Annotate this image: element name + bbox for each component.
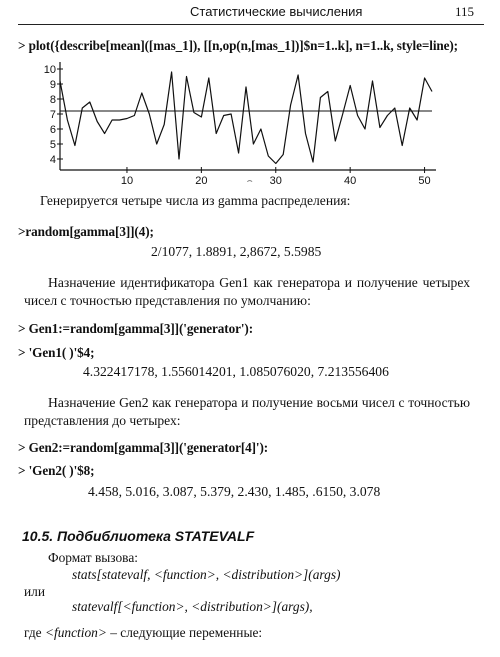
mean-line-chart	[28, 58, 448, 188]
y-tick-label: 9	[49, 79, 56, 91]
format-line-2: statevalf[<function>, <distribution>](args),	[72, 599, 313, 614]
x-tick-label: 20	[195, 175, 208, 187]
output-random: 2/1077, 1.8891, 2,8672, 5.5985	[151, 244, 322, 259]
x-tick-label: 30	[269, 175, 282, 187]
paragraph-gamma: Генерируется четыре числа из gamma распределения:	[40, 193, 351, 208]
paragraph-gen1: Назначение идентификатора Gen1 как генератора и получение четырех чисел с точностью представления по умолчанию:	[24, 275, 470, 308]
where-line	[24, 625, 262, 641]
y-tick-label: 8	[49, 94, 56, 106]
data-line	[60, 72, 432, 164]
y-tick-label: 10	[43, 64, 56, 76]
header-rule	[18, 24, 484, 25]
x-tick-label: 40	[344, 175, 357, 187]
where-prefix: где	[24, 625, 45, 640]
output-gen2: 4.458, 5.016, 3.087, 5.379, 2.430, 1.485, .6150, 3.078	[88, 484, 381, 499]
output-gen1: 4.322417178, 1.556014201, 1.085076020, 7.213556406	[83, 364, 389, 379]
random-command: >random[gamma[3]](4);	[18, 224, 154, 239]
gen1-call-command: > 'Gen1( )'$4;	[18, 345, 95, 360]
x-tick-label: 50	[418, 175, 431, 187]
y-tick-label: 5	[49, 139, 56, 151]
x-tick-label: 10	[120, 175, 134, 187]
where-rest: – следующие переменные:	[106, 625, 263, 640]
y-tick-label: 4	[49, 154, 56, 166]
axis-mark: ⌢	[246, 175, 253, 185]
format-label: Формат вызова:	[48, 550, 138, 565]
section-heading: 10.5. Подбиблиотека STATEVALF	[22, 528, 255, 544]
where-function: <function>	[44, 625, 107, 640]
y-tick-label: 7	[49, 109, 56, 121]
running-header-title: Статистические вычисления	[190, 4, 363, 19]
gen2-assign-command: > Gen2:=random[gamma[3]]('generator[4]'):	[18, 440, 269, 455]
page-number: 115	[455, 4, 475, 19]
or-label: или	[24, 584, 46, 599]
gen2-call-command: > 'Gen2( )'$8;	[18, 463, 95, 478]
gen1-assign-command: > Gen1:=random[gamma[3]]('generator'):	[18, 321, 253, 336]
paragraph-gen2: Назначение Gen2 как генератора и получение восьми чисел с точностью представления до четырех:	[24, 395, 470, 428]
plot-command: > plot({describe[mean]([mas_1]), [[n,op(n,[mas_1])]$n=1..k], n=1..k, style=line);	[18, 38, 458, 53]
y-tick-label: 6	[49, 124, 56, 136]
format-line-1: stats[statevalf, <function>, <distribution>](args)	[72, 567, 341, 582]
